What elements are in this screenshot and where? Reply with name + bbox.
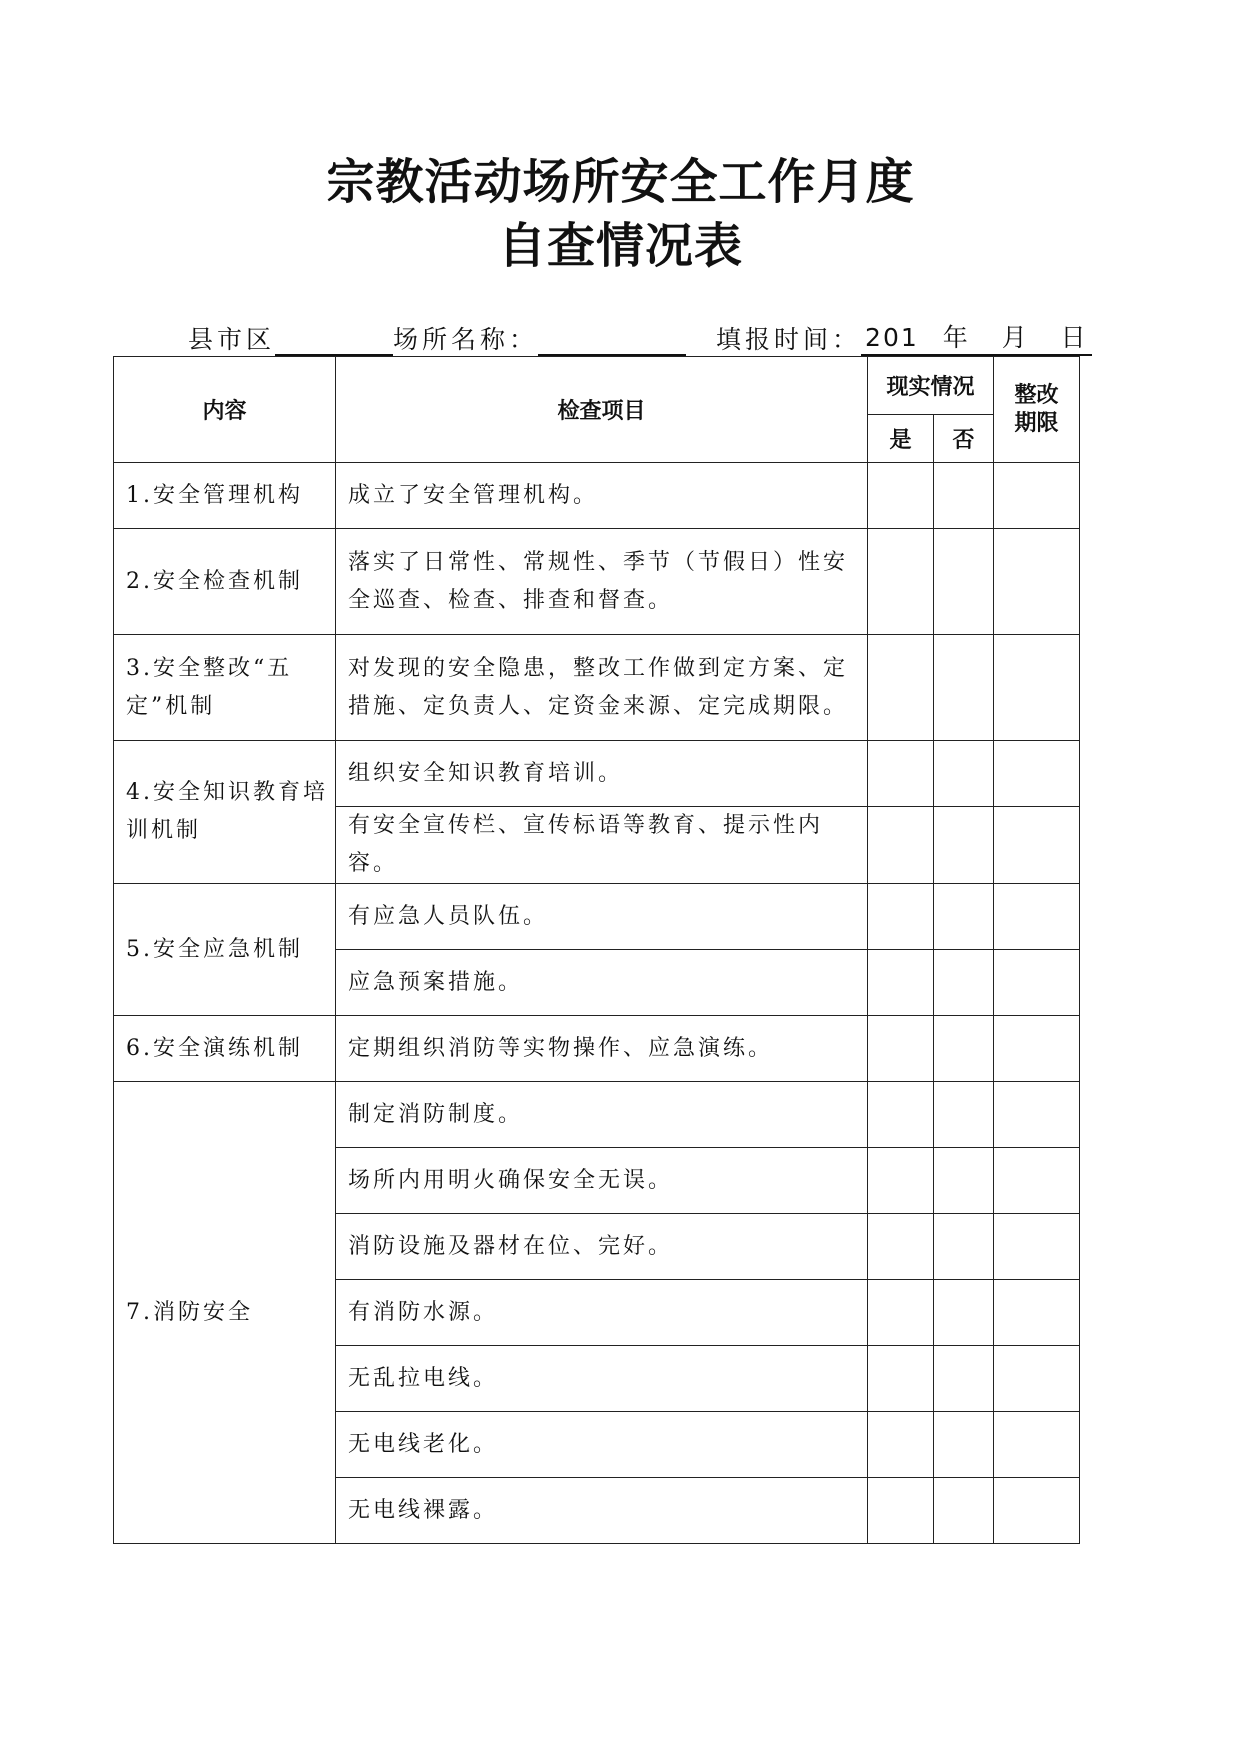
header-actual: 现实情况 xyxy=(868,357,994,415)
yes-cell[interactable] xyxy=(868,1280,934,1346)
check-item-cell: 有消防水源。 xyxy=(336,1280,868,1346)
check-item-cell: 有应急人员队伍。 xyxy=(336,884,868,950)
check-item-cell: 场所内用明火确保安全无误。 xyxy=(336,1148,868,1214)
category-cell: 4.安全知识教育培训机制 xyxy=(114,741,336,884)
yes-cell[interactable] xyxy=(868,741,934,807)
self-check-table xyxy=(113,356,1080,1544)
check-item-cell: 落实了日常性、常规性、季节（节假日）性安全巡查、检查、排查和督查。 xyxy=(336,529,868,635)
category-cell: 7.消防安全 xyxy=(114,1082,336,1544)
check-item-cell: 消防设施及器材在位、完好。 xyxy=(336,1214,868,1280)
yes-cell[interactable] xyxy=(868,950,934,1016)
deadline-cell[interactable] xyxy=(994,741,1080,807)
document-title xyxy=(0,150,1241,278)
no-cell[interactable] xyxy=(934,1478,994,1544)
header-deadline xyxy=(994,357,1080,463)
date-label: 填报时间： xyxy=(716,325,862,354)
header-deadline-line2: 期限 xyxy=(1014,410,1059,436)
deadline-cell[interactable] xyxy=(994,463,1080,529)
day-label: 日 xyxy=(1060,323,1088,352)
year-prefix: 201 xyxy=(865,323,919,352)
no-cell[interactable] xyxy=(934,1412,994,1478)
check-item-cell: 成立了安全管理机构。 xyxy=(336,463,868,529)
deadline-cell[interactable] xyxy=(994,1478,1080,1544)
venue-label: 场所名称： xyxy=(393,325,539,354)
check-item-cell: 无电线裸露。 xyxy=(336,1478,868,1544)
deadline-cell[interactable] xyxy=(994,1346,1080,1412)
category-cell: 5.安全应急机制 xyxy=(114,884,336,1016)
deadline-cell[interactable] xyxy=(994,1280,1080,1346)
category-cell: 2.安全检查机制 xyxy=(114,529,336,635)
yes-cell[interactable] xyxy=(868,1214,934,1280)
table-row xyxy=(114,463,1080,529)
check-item-cell: 无电线老化。 xyxy=(336,1412,868,1478)
yes-cell[interactable] xyxy=(868,463,934,529)
yes-cell[interactable] xyxy=(868,1016,934,1082)
table-row xyxy=(114,1016,1080,1082)
table-row xyxy=(114,741,1080,807)
venue-field[interactable] xyxy=(538,322,686,356)
month-label: 月 xyxy=(1001,323,1029,352)
check-item-cell: 定期组织消防等实物操作、应急演练。 xyxy=(336,1016,868,1082)
no-cell[interactable] xyxy=(934,741,994,807)
deadline-cell[interactable] xyxy=(994,950,1080,1016)
table-row xyxy=(114,635,1080,741)
deadline-cell[interactable] xyxy=(994,529,1080,635)
check-item-cell: 制定消防制度。 xyxy=(336,1082,868,1148)
date-field[interactable] xyxy=(861,318,1092,356)
title-line-2: 自查情况表 xyxy=(497,218,743,274)
no-cell[interactable] xyxy=(934,807,994,884)
check-item-cell: 组织安全知识教育培训。 xyxy=(336,741,868,807)
check-item-cell: 对发现的安全隐患，整改工作做到定方案、定措施、定负责人、定资金来源、定完成期限。 xyxy=(336,635,868,741)
yes-cell[interactable] xyxy=(868,1412,934,1478)
check-item-cell: 无乱拉电线。 xyxy=(336,1346,868,1412)
no-cell[interactable] xyxy=(934,884,994,950)
header-yes: 是 xyxy=(868,415,934,463)
deadline-cell[interactable] xyxy=(994,884,1080,950)
no-cell[interactable] xyxy=(934,1214,994,1280)
deadline-cell[interactable] xyxy=(994,1412,1080,1478)
county-label: 县市区 xyxy=(188,325,276,354)
no-cell[interactable] xyxy=(934,463,994,529)
yes-cell[interactable] xyxy=(868,884,934,950)
check-item-cell: 应急预案措施。 xyxy=(336,950,868,1016)
category-cell: 6.安全演练机制 xyxy=(114,1016,336,1082)
category-cell: 1.安全管理机构 xyxy=(114,463,336,529)
no-cell[interactable] xyxy=(934,1346,994,1412)
no-cell[interactable] xyxy=(934,1082,994,1148)
no-cell[interactable] xyxy=(934,635,994,741)
header-no: 否 xyxy=(934,415,994,463)
deadline-cell[interactable] xyxy=(994,1214,1080,1280)
header-deadline-line1: 整改 xyxy=(1014,382,1059,408)
deadline-cell[interactable] xyxy=(994,807,1080,884)
county-field[interactable] xyxy=(275,322,393,356)
yes-cell[interactable] xyxy=(868,529,934,635)
title-line-1: 宗教活动场所安全工作月度 xyxy=(326,154,915,210)
no-cell[interactable] xyxy=(934,529,994,635)
yes-cell[interactable] xyxy=(868,1148,934,1214)
yes-cell[interactable] xyxy=(868,807,934,884)
header-content: 内容 xyxy=(114,357,336,463)
table-row xyxy=(114,884,1080,950)
table-row xyxy=(114,529,1080,635)
form-meta-line xyxy=(188,316,1092,356)
deadline-cell[interactable] xyxy=(994,1016,1080,1082)
no-cell[interactable] xyxy=(934,1280,994,1346)
no-cell[interactable] xyxy=(934,950,994,1016)
deadline-cell[interactable] xyxy=(994,1148,1080,1214)
yes-cell[interactable] xyxy=(868,1478,934,1544)
table-row xyxy=(114,1082,1080,1148)
check-item-cell: 有安全宣传栏、宣传标语等教育、提示性内容。 xyxy=(336,807,868,884)
yes-cell[interactable] xyxy=(868,1346,934,1412)
deadline-cell[interactable] xyxy=(994,1082,1080,1148)
year-label: 年 xyxy=(942,323,970,352)
no-cell[interactable] xyxy=(934,1148,994,1214)
yes-cell[interactable] xyxy=(868,635,934,741)
yes-cell[interactable] xyxy=(868,1082,934,1148)
no-cell[interactable] xyxy=(934,1016,994,1082)
category-cell: 3.安全整改“五定”机制 xyxy=(114,635,336,741)
header-check-items: 检查项目 xyxy=(336,357,868,463)
deadline-cell[interactable] xyxy=(994,635,1080,741)
